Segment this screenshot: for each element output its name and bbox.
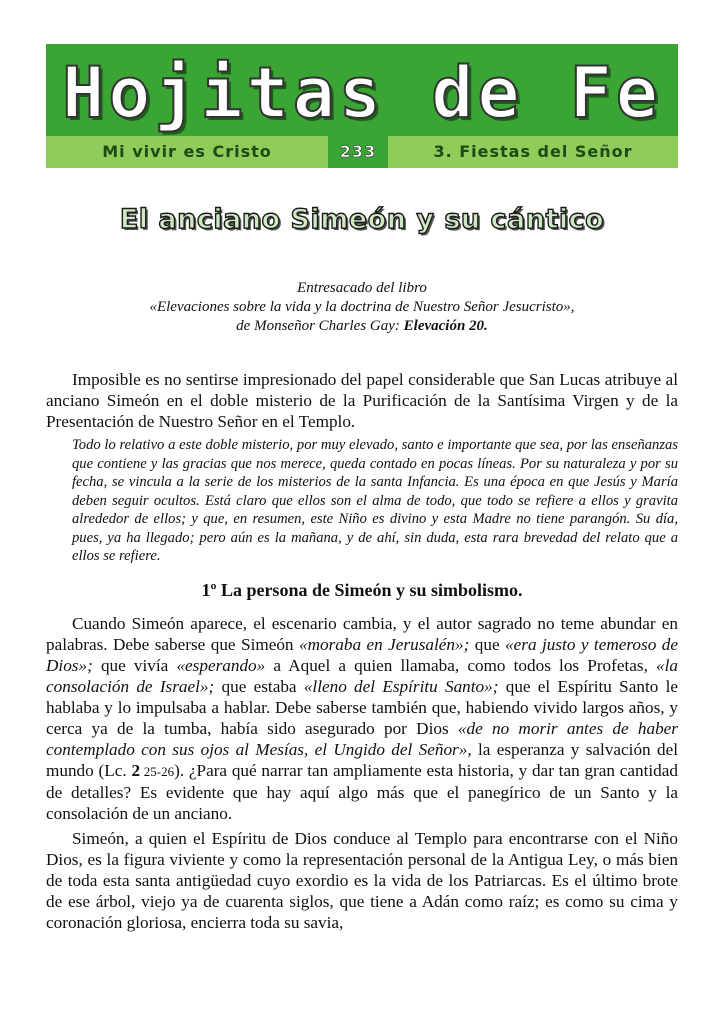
category-label: 3. Fiestas del Señor (433, 142, 633, 161)
section-heading: 1º La persona de Simeón y su simbolismo. (201, 579, 523, 600)
quote-run: «la consolación de Israel»; (46, 655, 678, 696)
text-run: que (469, 634, 506, 654)
bible-reference-verses: 25-26 (140, 763, 175, 779)
source-line-1: Entresacado del libro (297, 280, 427, 296)
header-subbar (46, 136, 678, 168)
series-label: Mi vivir es Cristo (102, 142, 272, 161)
quote-block: Todo lo relativo a este doble misterio, por muy elevado, santo e importante que sea, por las enseñanzas que contiene y las gracias que nos merece, queda contado en pocas líneas. Por su naturaleza y por su fecha, se vincula a la serie de los misterios de la santa Infancia. Es una época en que Jesús y María deben seguir ocultos. Está claro que ellos son el alma de todo, que todo se refiere a ellos y gravita alrededor de ellos; y que, en resumen, este Niño es divino y esta Madre no tiene parangón. Su día, pues, ya ha llegado; pero aún es la mañana, y de ahí, sin duda, esta rara brevedad del relato que a ellos se refiere. (72, 437, 678, 564)
quote-run: «era justo y temeroso de Dios»; (46, 634, 678, 675)
paragraph-figure: Simeón, a quien el Espíritu de Dios conduce al Templo para encontrarse con el Niño Dios, es la figura viviente y como la representación personal de la Antigua Ley, o más bien de toda esta santa antigüedad cuyo exordio es la vida de los Patriarcas. Es el último brote de ese árbol, viejo ya de cuarenta siglos, que tiene a Adán como raíz; es como su cima y coronación gloriosa, encierra toda su savia, (46, 828, 678, 932)
source-elevation: Elevación 20. (403, 318, 488, 334)
paragraph-simeon (46, 613, 678, 824)
article-body (46, 369, 678, 937)
bible-reference-chapter: 2 (131, 760, 141, 780)
text-run: Cuando Simeón aparece, el escenario cambia, y el autor sagrado no teme abundar en palabras. Debe saberse que Simeón (46, 613, 678, 654)
source-author: de Monseñor Charles Gay: (236, 318, 404, 334)
header-banner (46, 44, 678, 168)
quote-run: «esperando» (176, 655, 266, 675)
text-run: que vivía (92, 655, 177, 675)
quote-run: «lleno del Espíritu Santo»; (303, 676, 499, 696)
source-citation (46, 279, 678, 336)
source-line-2: «Elevaciones sobre la vida y la doctrina de Nuestro Señor Jesucristo», (149, 299, 575, 315)
issue-number: 233 (328, 136, 388, 168)
article-title: El anciano Simeón y su cántico (119, 204, 605, 235)
text-run: que el Espíritu Santo le hablaba y lo impulsaba a hablar. Debe saberse también que, habiendo vivido largos años, y cerca ya de la tumba, había sido asegurado por Dios (46, 676, 678, 738)
text-run: la esperanza y salvación del mundo (Lc. (46, 739, 678, 780)
quote-run: «de no morir antes de haber contemplado con sus ojos al Mesías, el Ungido del Señor», (46, 718, 678, 759)
text-run: ). ¿Para qué narrar tan ampliamente esta historia, y dar tan gran cantidad de detalles? Es evidente que hay aquí algo más que el panegírico de un Santo y la consolación de un anciano. (46, 760, 678, 823)
text-run: que estaba (214, 676, 304, 696)
text-run: a Aquel a quien llamaba, como todos los Profetas, (265, 655, 657, 675)
publication-title: Hojitas de Fe (62, 52, 662, 134)
source-line-3 (46, 317, 678, 336)
paragraph-intro: Imposible es no sentirse impresionado del papel considerable que San Lucas atribuye al anciano Simeón en el doble misterio de la Purificación de la Santísima Virgen y de la Presentación de Nuestro Señor en el Templo. (46, 370, 678, 431)
quote-run: «moraba en Jerusalén»; (298, 634, 470, 654)
